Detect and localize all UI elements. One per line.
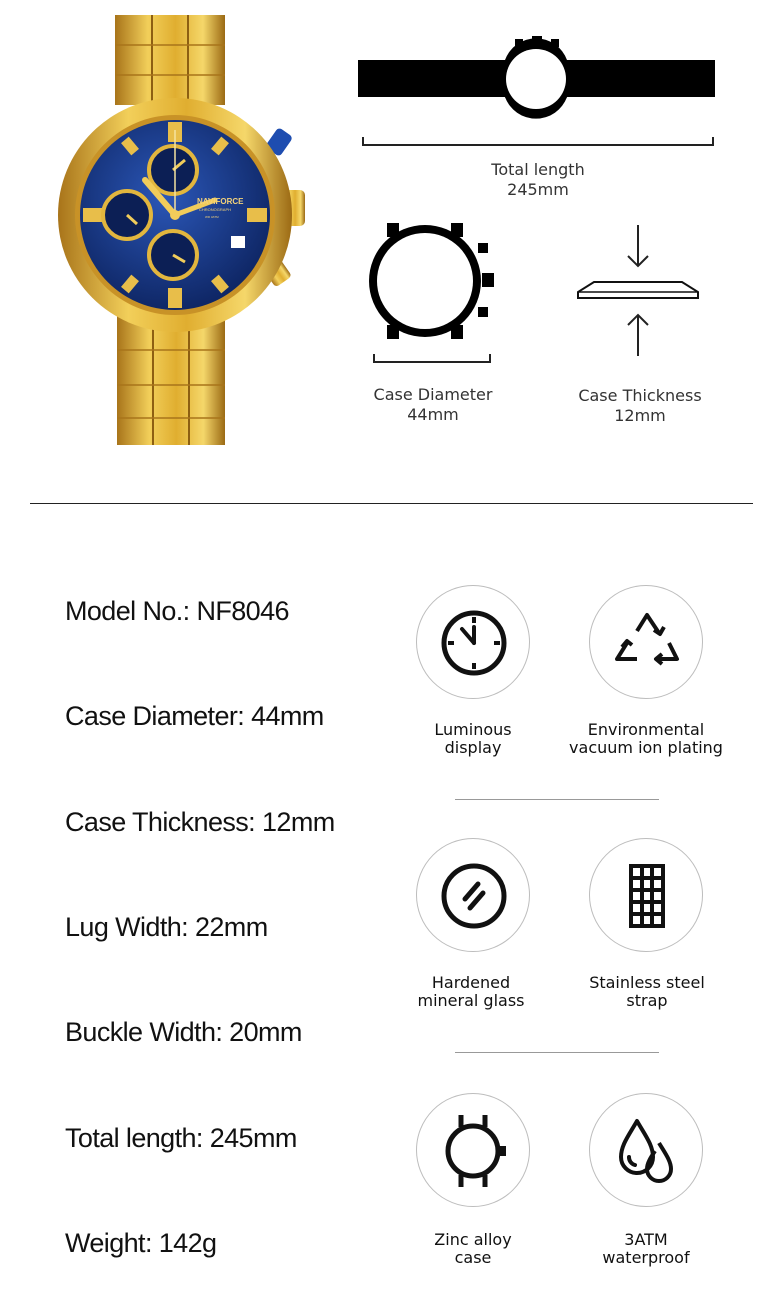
feature-waterproof-label bbox=[546, 1231, 746, 1267]
dial-brand-name: NAVIFORCE bbox=[197, 197, 244, 206]
feature-steel-strap-label bbox=[547, 974, 747, 1010]
section-divider bbox=[30, 503, 753, 504]
case-diameter-label bbox=[333, 385, 533, 425]
spec-total-length: Total length: 245mm bbox=[65, 1123, 297, 1153]
feature-divider-2 bbox=[455, 1052, 659, 1053]
feature-mineral-glass-line2: mineral glass bbox=[417, 991, 525, 1010]
feature-divider-1 bbox=[455, 799, 659, 800]
feature-luminous-label bbox=[373, 721, 573, 757]
case-thickness-diagram bbox=[570, 220, 710, 365]
case-thickness-title: Case Thickness bbox=[578, 386, 702, 405]
feature-waterproof bbox=[589, 1093, 703, 1207]
feature-waterproof-line2: waterproof bbox=[602, 1248, 690, 1267]
case-thickness-value: 12mm bbox=[614, 406, 666, 425]
feature-ion-plating bbox=[589, 585, 703, 699]
feature-ion-plating-line1: Environmental bbox=[587, 720, 705, 739]
watch-photo bbox=[55, 10, 310, 450]
feature-mineral-glass-line1: Hardened bbox=[431, 973, 511, 992]
feature-mineral-glass-label bbox=[371, 974, 571, 1010]
steel-strap-icon bbox=[607, 856, 687, 936]
glass-icon bbox=[434, 856, 514, 936]
watch-case-icon bbox=[434, 1111, 514, 1191]
clock-icon bbox=[434, 603, 514, 683]
feature-zinc-case-line2: case bbox=[454, 1248, 492, 1267]
case-diameter-title: Case Diameter bbox=[373, 385, 493, 404]
spec-lug-width: Lug Width: 22mm bbox=[65, 912, 268, 942]
spec-buckle-width: Buckle Width: 20mm bbox=[65, 1017, 302, 1047]
feature-mineral-glass bbox=[416, 838, 530, 952]
total-length-diagram bbox=[355, 35, 720, 155]
feature-steel-strap-line1: Stainless steel bbox=[589, 973, 705, 992]
feature-ion-plating-label bbox=[546, 721, 746, 757]
feature-steel-strap bbox=[589, 838, 703, 952]
feature-ion-plating-line2: vacuum ion plating bbox=[569, 738, 723, 757]
spec-model-no: Model No.: NF8046 bbox=[65, 596, 289, 626]
recycle-icon bbox=[607, 603, 687, 683]
feature-zinc-case-line1: Zinc alloy bbox=[434, 1230, 512, 1249]
total-length-value: 245mm bbox=[507, 180, 569, 199]
case-diameter-value: 44mm bbox=[407, 405, 459, 424]
case-thickness-label bbox=[540, 386, 740, 426]
total-length-label bbox=[438, 160, 638, 200]
feature-luminous-line2: display bbox=[444, 738, 502, 757]
feature-zinc-case bbox=[416, 1093, 530, 1207]
total-length-title: Total length bbox=[491, 160, 585, 179]
case-diameter-diagram bbox=[365, 215, 505, 370]
spec-case-diameter: Case Diameter: 44mm bbox=[65, 701, 324, 731]
spec-weight: Weight: 142g bbox=[65, 1228, 217, 1258]
feature-luminous-line1: Luminous bbox=[434, 720, 512, 739]
spec-case-thickness: Case Thickness: 12mm bbox=[65, 807, 335, 837]
dial-sub-text: CHRONOGRAPH bbox=[199, 207, 232, 212]
dial-water-text: WR 3ATM bbox=[205, 215, 219, 219]
feature-zinc-case-label bbox=[373, 1231, 573, 1267]
feature-waterproof-line1: 3ATM bbox=[624, 1230, 668, 1249]
feature-luminous bbox=[416, 585, 530, 699]
feature-steel-strap-line2: strap bbox=[626, 991, 668, 1010]
water-drop-icon bbox=[607, 1111, 687, 1191]
